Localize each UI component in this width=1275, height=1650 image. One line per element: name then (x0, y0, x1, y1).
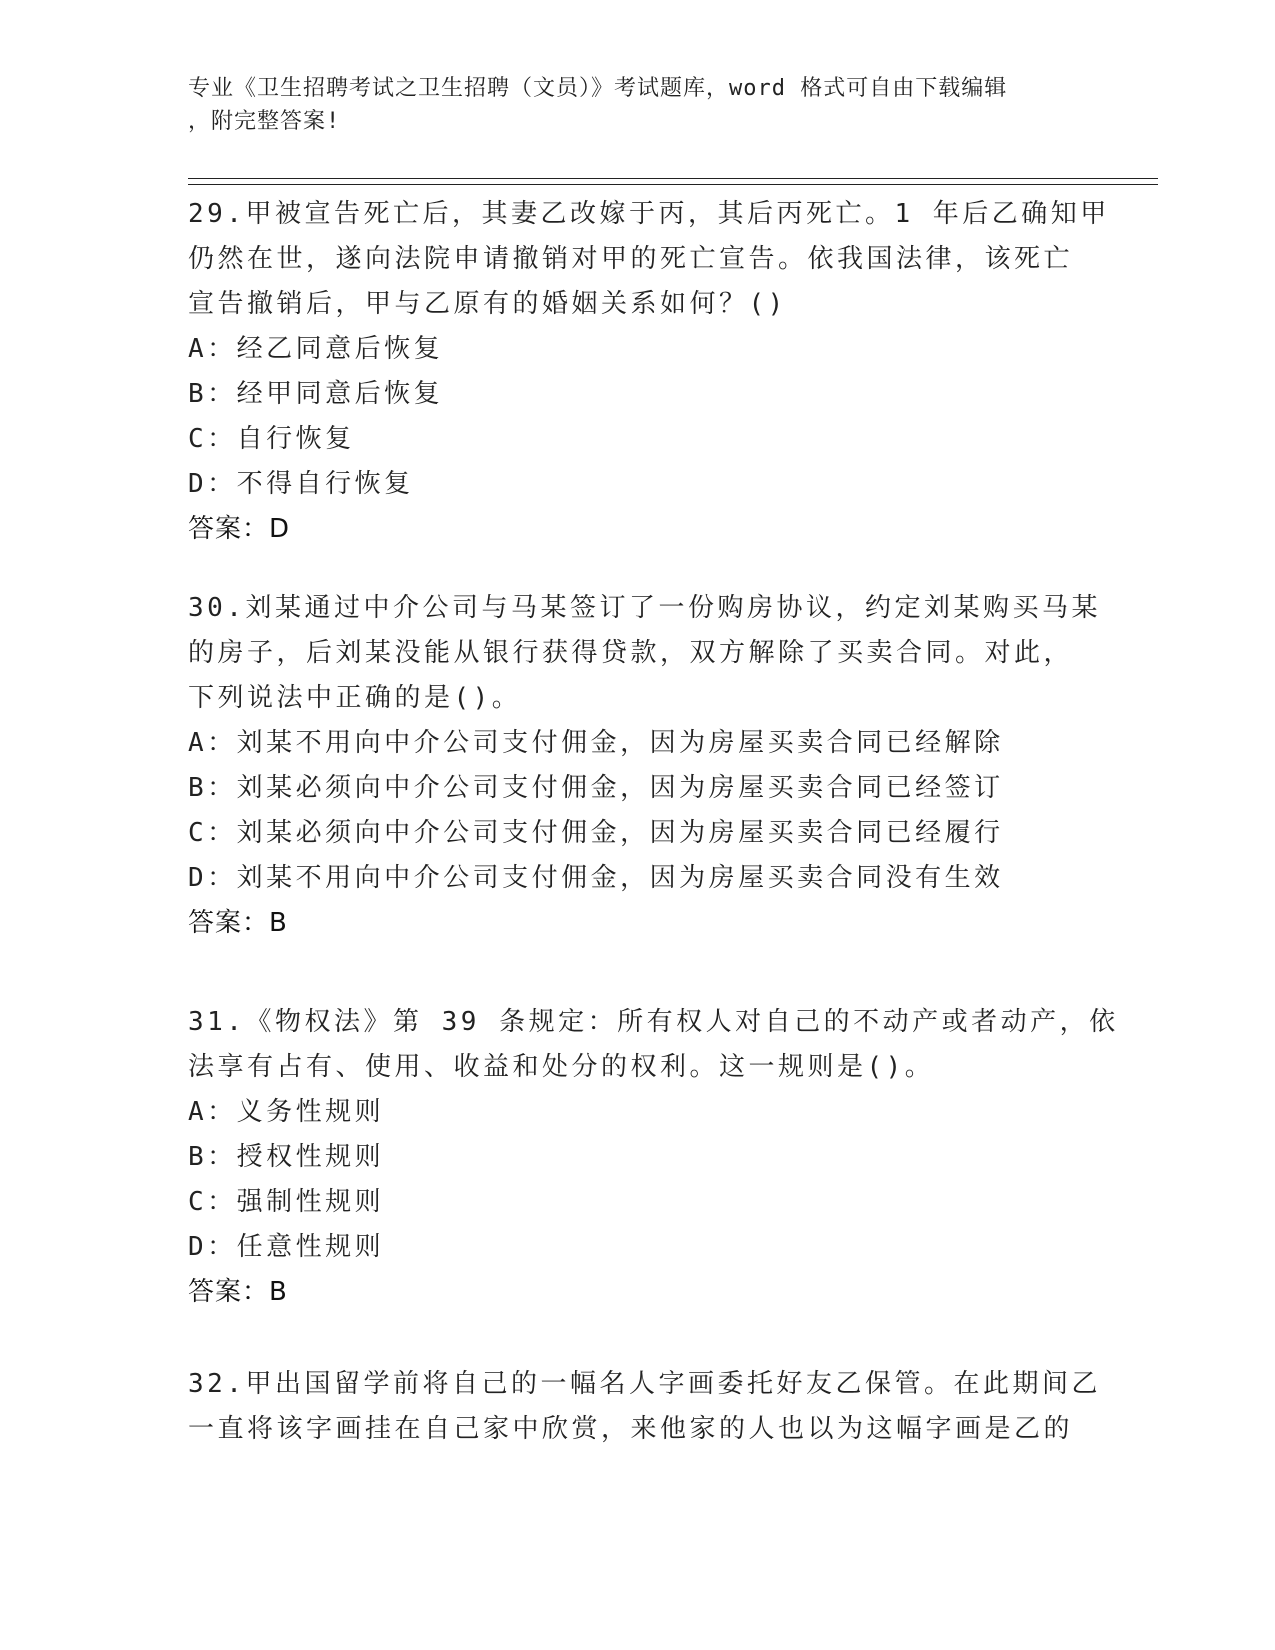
answer-line: 答案：D (188, 514, 291, 544)
option-a: A：义务性规则 (188, 1097, 385, 1127)
stem-line: 29.甲被宣告死亡后，其妻乙改嫁于丙，其后丙死亡。1 年后乙确知甲 (188, 199, 1110, 229)
option-a: A：经乙同意后恢复 (188, 334, 444, 364)
question-stem (188, 192, 1110, 327)
header-divider-top (188, 178, 1158, 179)
stem-line: 的房子，后刘某没能从银行获得贷款，双方解除了买卖合同。对此， (188, 638, 1074, 668)
header-line-1: 专业《卫生招聘考试之卫生招聘（文员）》考试题库，word 格式可自由下载编辑 (188, 76, 1008, 101)
option-b: B：刘某必须向中介公司支付佣金，因为房屋买卖合同已经签订 (188, 773, 1004, 803)
question-stem (188, 1362, 1101, 1452)
option-list (188, 1090, 1088, 1270)
option-c: C：强制性规则 (188, 1187, 385, 1217)
option-b: B：经甲同意后恢复 (188, 379, 444, 409)
question-32 (188, 1362, 1101, 1452)
option-d: D：刘某不用向中介公司支付佣金，因为房屋买卖合同没有生效 (188, 863, 1004, 893)
answer-line: 答案：B (188, 908, 288, 938)
document-header (188, 72, 1068, 138)
stem-line: 31.《物权法》第 39 条规定：所有权人对自己的不动产或者动产，依 (188, 1007, 1119, 1037)
question-30 (188, 586, 1101, 946)
header-divider-bottom (188, 184, 1158, 185)
stem-line: 30.刘某通过中介公司与马某签订了一份购房协议，约定刘某购买马某 (188, 593, 1101, 623)
option-b: B：授权性规则 (188, 1142, 385, 1172)
answer-line: 答案：B (188, 1277, 288, 1307)
option-list (188, 721, 1088, 901)
question-stem (188, 1000, 1119, 1090)
option-d: D：不得自行恢复 (188, 469, 414, 499)
stem-line: 32.甲出国留学前将自己的一幅名人字画委托好友乙保管。在此期间乙 (188, 1369, 1101, 1399)
stem-line: 法享有占有、使用、收益和处分的权利。这一规则是()。 (188, 1052, 935, 1082)
option-c: C：刘某必须向中介公司支付佣金，因为房屋买卖合同已经履行 (188, 818, 1004, 848)
question-29 (188, 192, 1110, 552)
question-stem (188, 586, 1101, 721)
header-line-2: ，附完整答案! (188, 109, 341, 134)
question-31 (188, 1000, 1119, 1315)
stem-line: 下列说法中正确的是()。 (188, 683, 522, 713)
option-c: C：自行恢复 (188, 424, 355, 454)
stem-line: 仍然在世，遂向法院申请撤销对甲的死亡宣告。依我国法律，该死亡 (188, 244, 1074, 274)
stem-line: 一直将该字画挂在自己家中欣赏，来他家的人也以为这幅字画是乙的 (188, 1414, 1074, 1444)
stem-line: 宣告撤销后，甲与乙原有的婚姻关系如何？() (188, 289, 787, 319)
option-a: A：刘某不用向中介公司支付佣金，因为房屋买卖合同已经解除 (188, 728, 1004, 758)
option-d: D：任意性规则 (188, 1232, 385, 1262)
option-list (188, 327, 1088, 507)
